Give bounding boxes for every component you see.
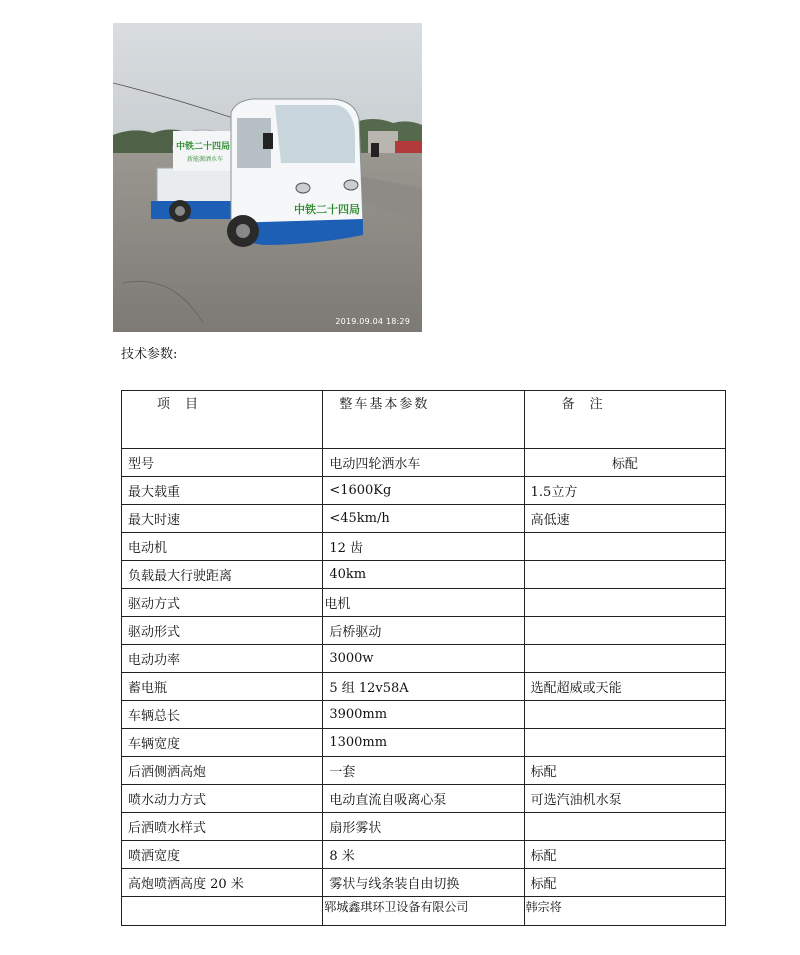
row-item: 驱动方式 <box>122 589 323 617</box>
row-param: 12 齿 <box>323 533 524 561</box>
header-item: 项 目 <box>122 391 323 449</box>
row-note: 选配超威或天能 <box>524 673 725 701</box>
row-item: 车辆宽度 <box>122 729 323 757</box>
table-row <box>122 449 726 477</box>
table-row <box>122 505 726 533</box>
section-label: 技术参数: <box>121 347 178 362</box>
table-row <box>122 841 726 869</box>
table-footer-row <box>122 897 726 926</box>
row-item: 车辆总长 <box>122 701 323 729</box>
tank-text: 中铁二十四局 <box>175 142 231 152</box>
row-item: 后洒喷水样式 <box>122 813 323 841</box>
table-row <box>122 785 726 813</box>
row-note: 1.5立方 <box>524 477 725 505</box>
table-row <box>122 589 726 617</box>
row-note: 标配 <box>524 869 725 897</box>
table-row <box>122 533 726 561</box>
row-param: 3900mm <box>323 701 524 729</box>
table-row <box>122 813 726 841</box>
row-param: 电动四轮洒水车 <box>323 449 524 477</box>
row-item: 喷洒宽度 <box>122 841 323 869</box>
vehicle-photo <box>113 23 422 332</box>
row-item: 后洒侧洒高炮 <box>122 757 323 785</box>
header-note: 备 注 <box>524 391 725 449</box>
table-row <box>122 701 726 729</box>
tank-subtext: 新能源洒水车 <box>186 156 224 163</box>
photo-timestamp: 2019.09.04 18:29 <box>335 317 410 326</box>
table-row <box>122 561 726 589</box>
row-param: 扇形雾状 <box>323 813 524 841</box>
table-row <box>122 645 726 673</box>
footer-company: 郓城鑫琪环卫设备有限公司 <box>323 897 524 926</box>
row-param: 40km <box>323 561 524 589</box>
row-param: 1300mm <box>323 729 524 757</box>
row-item: 电动机 <box>122 533 323 561</box>
row-item: 电动功率 <box>122 645 323 673</box>
row-note <box>524 645 725 673</box>
row-note <box>524 729 725 757</box>
row-param: 电动直流自吸离心泵 <box>323 785 524 813</box>
row-note: 标配 <box>524 449 725 477</box>
table-row <box>122 757 726 785</box>
row-note: 高低速 <box>524 505 725 533</box>
row-param: 8 米 <box>323 841 524 869</box>
row-param: 后桥驱动 <box>323 617 524 645</box>
row-note: 可选汽油机水泵 <box>524 785 725 813</box>
row-note: 标配 <box>524 841 725 869</box>
table-row <box>122 617 726 645</box>
row-item: 最大载重 <box>122 477 323 505</box>
row-note <box>524 533 725 561</box>
row-note <box>524 561 725 589</box>
row-item: 型号 <box>122 449 323 477</box>
row-note <box>524 617 725 645</box>
row-param: 3000w <box>323 645 524 673</box>
table-row <box>122 729 726 757</box>
row-item: 高炮喷洒高度 20 米 <box>122 869 323 897</box>
row-note: 标配 <box>524 757 725 785</box>
footer-contact: 韩宗将 <box>524 897 725 926</box>
row-param: 电机 <box>323 589 524 617</box>
footer-item <box>122 897 323 926</box>
spec-table <box>121 390 726 926</box>
row-param: 一套 <box>323 757 524 785</box>
table-header-row <box>122 391 726 449</box>
row-note <box>524 701 725 729</box>
row-note <box>524 813 725 841</box>
water-truck-image <box>113 23 422 332</box>
row-param: 5 组 12v58A <box>323 673 524 701</box>
row-param: <1600Kg <box>323 477 524 505</box>
header-param: 整车基本参数 <box>323 391 524 449</box>
row-item: 驱动形式 <box>122 617 323 645</box>
front-text: 中铁二十四局 <box>294 203 360 216</box>
row-param: 雾状与线条装自由切换 <box>323 869 524 897</box>
row-item: 最大时速 <box>122 505 323 533</box>
row-note <box>524 589 725 617</box>
table-row <box>122 869 726 897</box>
row-item: 负载最大行驶距离 <box>122 561 323 589</box>
row-param: <45km/h <box>323 505 524 533</box>
table-row <box>122 477 726 505</box>
row-item: 喷水动力方式 <box>122 785 323 813</box>
row-item: 蓄电瓶 <box>122 673 323 701</box>
table-row <box>122 673 726 701</box>
